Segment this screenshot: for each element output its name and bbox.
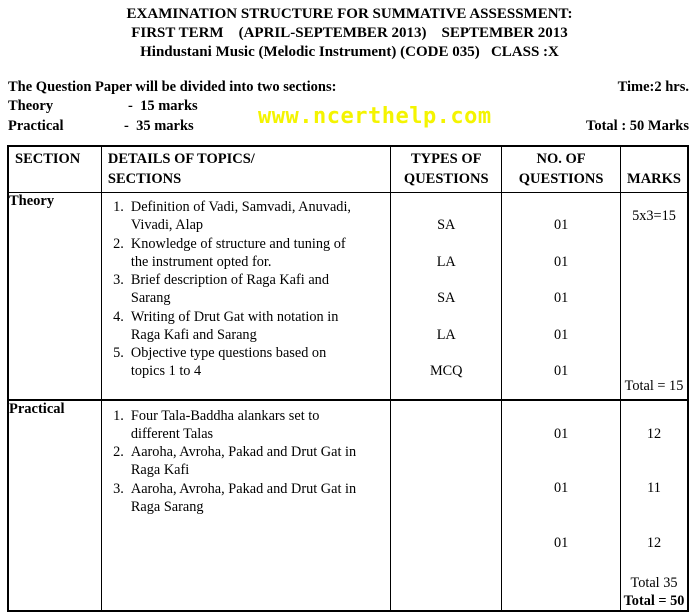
practical-marks-cell: [621, 400, 688, 612]
theory-row: [8, 193, 688, 400]
question-count: 01: [553, 290, 569, 306]
theory-label: Theory: [8, 98, 54, 114]
list-item: 3. Brief description of Raga Kafi and Sarang: [113, 272, 329, 306]
total-marks: Total : 50 Marks: [586, 118, 689, 134]
list-item: 1. Definition of Vadi, Samvadi, Anuvadi, Vivadi, Alap: [113, 199, 351, 233]
list-item: 5. Objective type questions based on topics 1 to 4: [113, 345, 327, 379]
practical-label: Practical: [8, 118, 64, 134]
question-count: 01: [553, 534, 569, 551]
practical-types: [391, 400, 502, 612]
theory-marks-cell: [621, 193, 688, 400]
title-line-2: FIRST TERM (APRIL-SEPTEMBER 2013) SEPTEMBER 2013: [131, 25, 568, 41]
title-line-1: EXAMINATION STRUCTURE FOR SUMMATIVE ASSESSMENT:: [126, 6, 573, 22]
theory-topics: [101, 193, 390, 400]
practical-mark: 12: [646, 425, 662, 442]
question-type: LA: [436, 253, 456, 270]
table-header-row: [8, 146, 688, 193]
time-allowed: Time:2 hrs.: [617, 79, 689, 95]
header-types-line-2: QUESTIONS: [403, 171, 489, 187]
practical-section: Practical: [8, 400, 101, 612]
grand-total: Total = 50: [623, 593, 685, 609]
theory-marks-total: Total = 15: [624, 377, 684, 394]
question-count: 01: [553, 363, 569, 379]
list-item: 2. Knowledge of structure and tuning of the instrument opted for.: [113, 235, 346, 270]
list-item: 4. Writing of Drut Gat with notation in Raga Kafi and Sarang: [113, 308, 339, 343]
list-item: 2. Aaroha, Avroha, Pakad and Drut Gat in Raga Kafi: [113, 444, 357, 478]
header-section: SECTION: [8, 146, 101, 193]
question-type: LA: [436, 326, 456, 343]
question-count: 01: [553, 480, 569, 496]
header-details: [101, 146, 390, 193]
question-count: 01: [553, 253, 569, 270]
header-number: [502, 146, 621, 193]
theory-marks: - 15 marks: [128, 98, 198, 114]
practical-numbers: [502, 400, 621, 612]
question-count: 01: [553, 217, 569, 233]
header-details-line-1: DETAILS OF TOPICS/: [107, 151, 255, 167]
practical-mark: 12: [646, 534, 662, 551]
header-types: [391, 146, 502, 193]
header-details-line-2: SECTIONS: [107, 171, 182, 187]
exam-structure-table: [7, 145, 689, 612]
theory-marks-first: 5x3=15: [632, 208, 676, 224]
theory-section: Theory: [8, 193, 101, 400]
question-count: 01: [553, 326, 569, 343]
question-count: 01: [553, 425, 569, 442]
question-type: SA: [437, 217, 456, 233]
header-number-line-2: QUESTIONS: [518, 171, 604, 187]
question-type: MCQ: [429, 363, 463, 379]
watermark: www.ncerthelp.com: [258, 104, 492, 129]
practical-topics: [101, 400, 390, 612]
list-item: 3. Aaroha, Avroha, Pakad and Drut Gat in Raga Sarang: [113, 480, 357, 515]
question-type: SA: [437, 290, 456, 306]
theory-numbers: [502, 193, 621, 400]
header-marks: [621, 146, 688, 193]
list-item: 1. Four Tala-Baddha alankars set to different Talas: [113, 407, 320, 442]
theory-types: [391, 193, 502, 400]
division-note: The Question Paper will be divided into two sections:: [8, 79, 337, 95]
practical-marks: - 35 marks: [124, 118, 194, 134]
header-number-line-1: NO. OF: [536, 151, 586, 167]
title-line-3: Hindustani Music (Melodic Instrument) (CODE 035) CLASS :X: [140, 44, 559, 60]
practical-row: [8, 400, 688, 612]
practical-mark: 11: [647, 480, 661, 496]
header-types-line-1: TYPES OF: [410, 151, 482, 167]
practical-subtotal: Total 35: [630, 575, 678, 591]
header-marks-label: MARKS: [627, 171, 681, 187]
